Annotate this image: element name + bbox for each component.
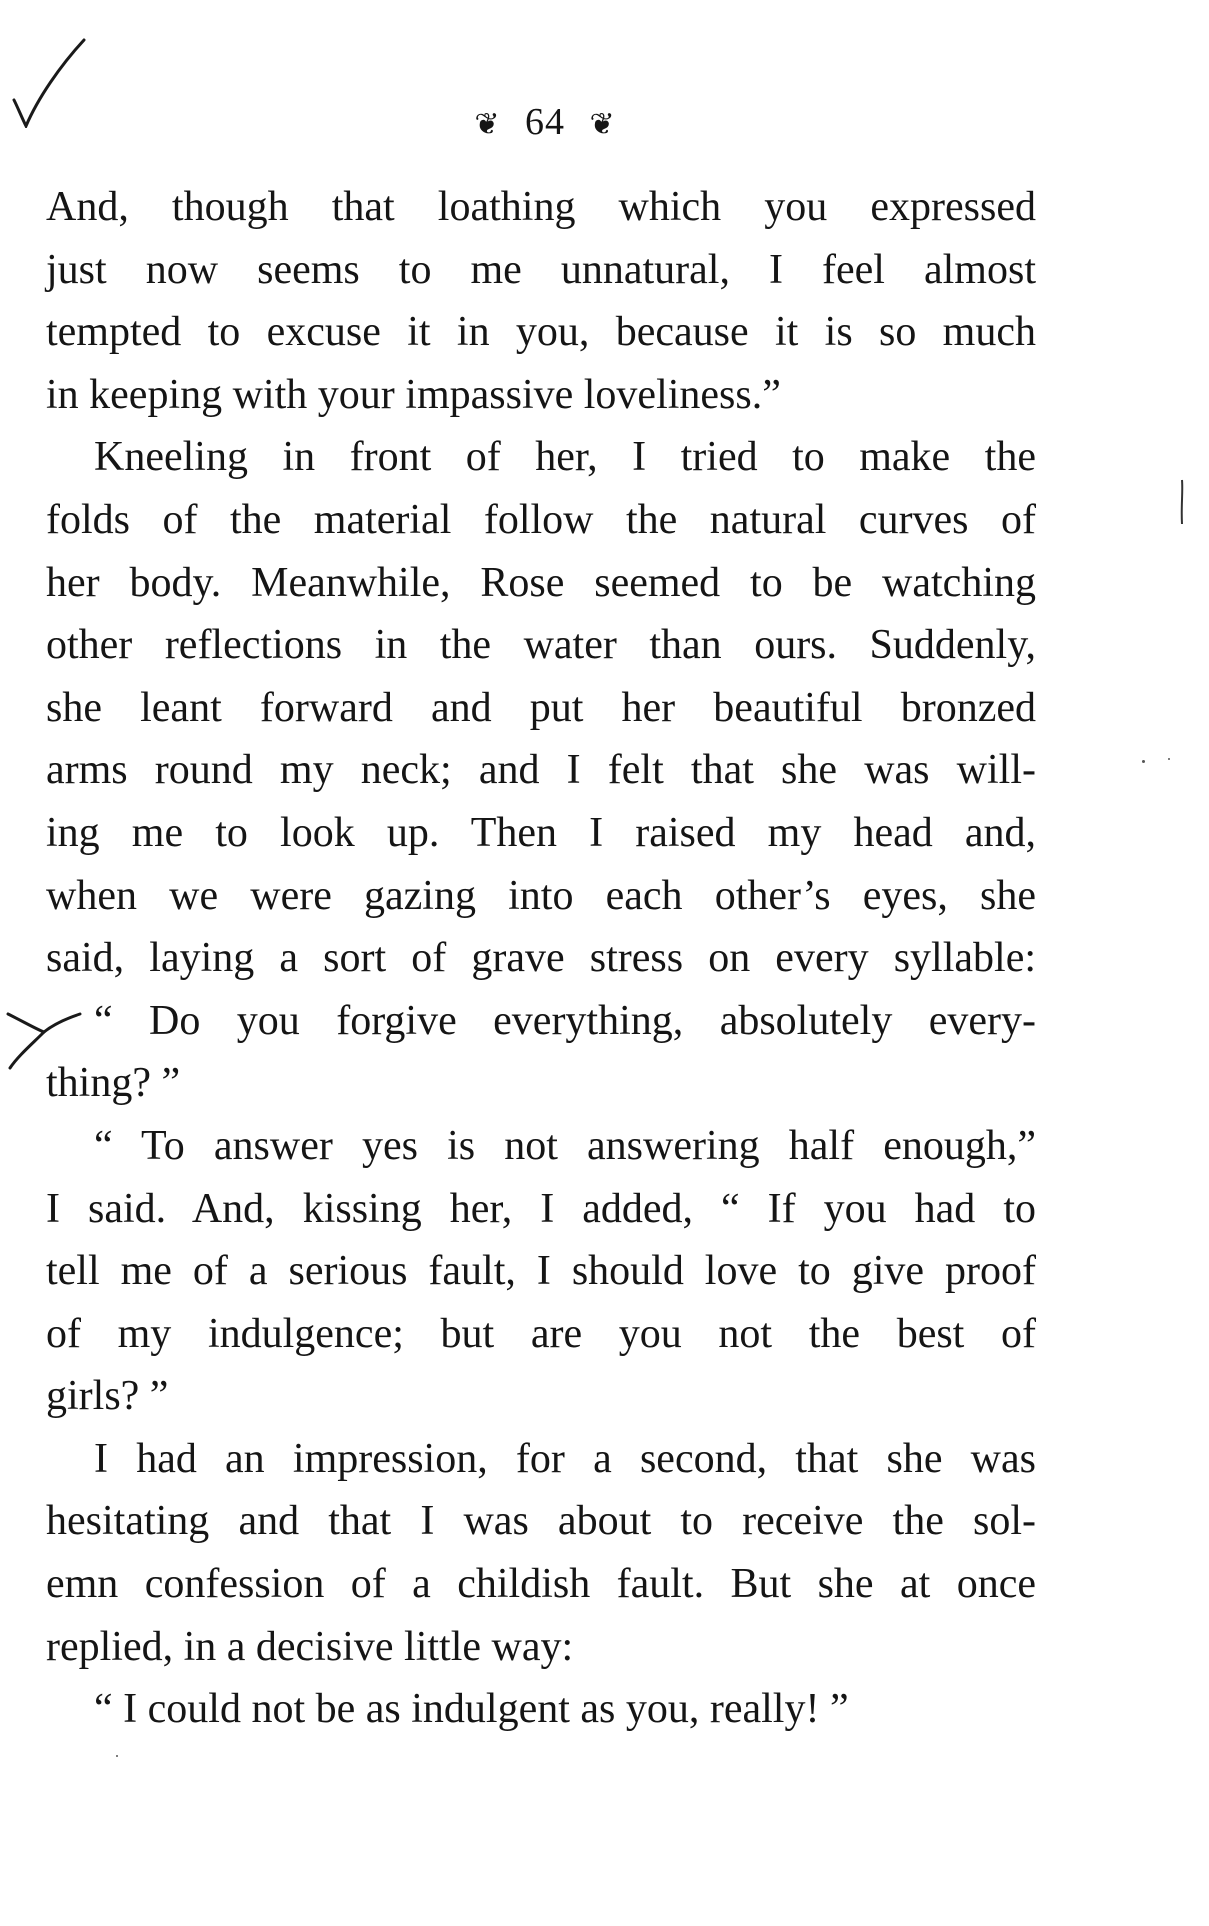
text-line: just now seems to me unnatural, I feel almost [46,246,1036,293]
text-line: emn confession of a childish fault. But she at once [46,1561,1036,1608]
text-line: replied, in a decisive little way: [46,1623,574,1670]
text-line: ing me to look up. Then I raised my head and, [46,809,1036,856]
fleuron-right-icon: ❦ [589,108,616,142]
text-line: I had an impression, for a second, that she was [94,1435,1036,1482]
text-line: girls? ” [46,1373,169,1420]
text-line: her body. Meanwhile, Rose seemed to be watching [46,559,1036,606]
text-line: in keeping with your impassive loveliness.” [46,371,781,418]
text-line: thing? ” [46,1060,181,1107]
page-header [0,98,1090,149]
text-line: “ Do you forgive everything, absolutely every- [94,997,1036,1044]
text-line: tell me of a serious fault, I should love to give proof [46,1248,1036,1295]
text-line: arms round my neck; and I felt that she was will- [46,747,1036,794]
text-line: she leant forward and put her beautiful bronzed [46,684,1036,731]
text-line: “ To answer yes is not answering half enough,” [94,1122,1036,1169]
text-line: “ I could not be as indulgent as you, really! ” [94,1686,849,1733]
text-line: when we were gazing into each other’s eyes, she [46,872,1036,919]
text-line: of my indulgence; but are you not the best of [46,1310,1036,1357]
speck-dot [116,1755,118,1757]
body-text [46,176,1036,1741]
text-line: tempted to excuse it in you, because it is so much [46,309,1036,356]
text-line: And, though that loathing which you expressed [46,184,1036,230]
text-line: other reflections in the water than ours. Suddenly, [46,622,1036,669]
text-line: said, laying a sort of grave stress on every syllable: [46,935,1036,982]
text-line: folds of the material follow the natural curves of [46,496,1036,543]
text-line: Kneeling in front of her, I tried to make the [94,434,1036,481]
speck-dot [1168,758,1170,760]
speck-dot [1142,760,1145,763]
text-line: hesitating and that I was about to receive the sol- [46,1498,1036,1545]
page-number: 64 [525,101,565,143]
text-line: I said. And, kissing her, I added, “ If you had to [46,1185,1036,1232]
margin-line-icon [1176,478,1188,528]
fleuron-left-icon: ❦ [474,108,501,142]
